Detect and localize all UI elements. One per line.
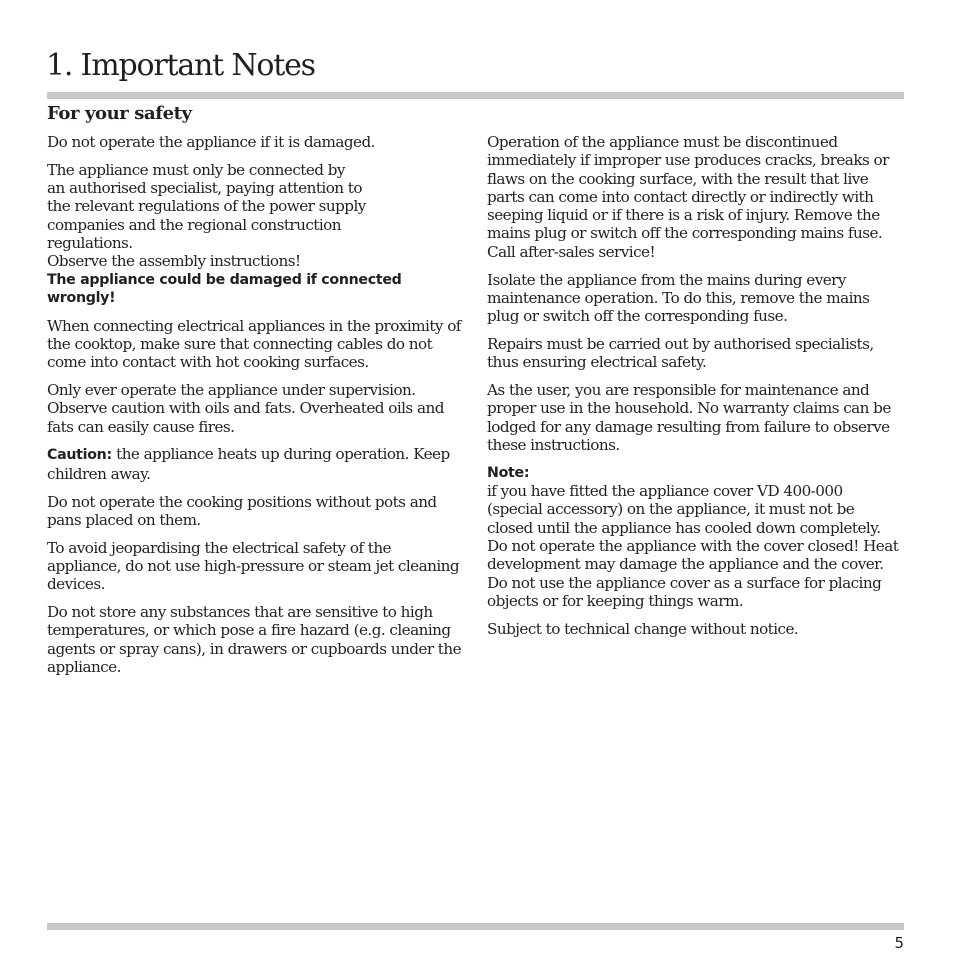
paragraph-storage: Do not store any substances that are sensitive to high temperatures, or which pose a fire hazard (e.g. cleaning agents or spray cans), in drawers or cupboards under the appliance. [47,603,462,676]
connection-warning: The appliance could be damaged if connected wrongly! [47,271,402,306]
bottom-divider [47,923,904,930]
connection-line-2: an authorised specialist, paying attention to [47,179,362,198]
caution-label: Caution: [47,447,112,464]
paragraph-pots: Do not operate the cooking positions without pots and pans placed on them. [47,492,437,529]
connection-line-4: companies and the regional construction [47,215,341,234]
note-label: Note: [487,464,530,481]
paragraph-note [487,464,899,610]
paragraph-isolate: Isolate the appliance from the mains during every maintenance operation. To do this, remove the mains plug or switch off the corresponding fuse. [487,270,870,326]
paragraph-damaged: Do not operate the appliance if it is damaged. [47,133,375,151]
paragraph-supervision: Only ever operate the appliance under supervision. Observe caution with oils and fats. Overheated oils and fats can easily cause fires. [47,381,444,436]
paragraph-responsibility: As the user, you are responsible for maintenance and proper use in the household. No warranty claims can be lodged for any damage resulting from failure to observe these instructions. [487,381,891,454]
paragraph-cleaning: To avoid jeopardising the electrical safety of the appliance, do not use high-pressure or steam jet cleaning devices. [47,538,460,594]
right-column [487,133,899,647]
top-divider [47,92,904,99]
paragraph-caution [47,445,467,483]
paragraph-technical-change: Subject to technical change without notice. [487,619,799,638]
page-title: 1. Important Notes [46,48,315,83]
paragraph-connection [47,161,467,307]
section-heading: For your safety [47,103,192,124]
caution-text: the appliance heats up during operation. Keep children away. [47,445,450,483]
paragraph-cables: When connecting electrical appliances in the proximity of the cooktop, make sure that connecting cables do not come into contact with hot cooking surfaces. [47,316,461,372]
connection-line-1: The appliance must only be connected by [47,160,345,179]
paragraph-repairs: Repairs must be carried out by authorised specialists, thus ensuring electrical safety. [487,334,874,372]
note-text: if you have fitted the appliance cover VD 400-000 (special accessory) on the appliance, it must not be closed until the appliance has cooled down completely. Do not operate the appliance with the cover closed! Heat development may damage the appliance and the cover. Do not use the appliance cover as a surface for placing objects or for keeping things warm. [487,482,899,610]
left-column [47,133,467,686]
connection-line-3: the relevant regulations of the power supply [47,197,366,216]
connection-line-6: Observe the assembly instructions! [47,252,301,271]
connection-line-5: regulations. [47,233,133,252]
paragraph-discontinue: Operation of the appliance must be discontinued immediately if improper use produces cracks, breaks or flaws on the cooking surface, with the result that live parts can come into contact directly or indirectly with seeping liquid or if there is a risk of injury. Remove the mains plug or switch off the corresponding mains fuse. Call after-sales service! [487,133,889,261]
page-number: 5 [894,934,904,952]
